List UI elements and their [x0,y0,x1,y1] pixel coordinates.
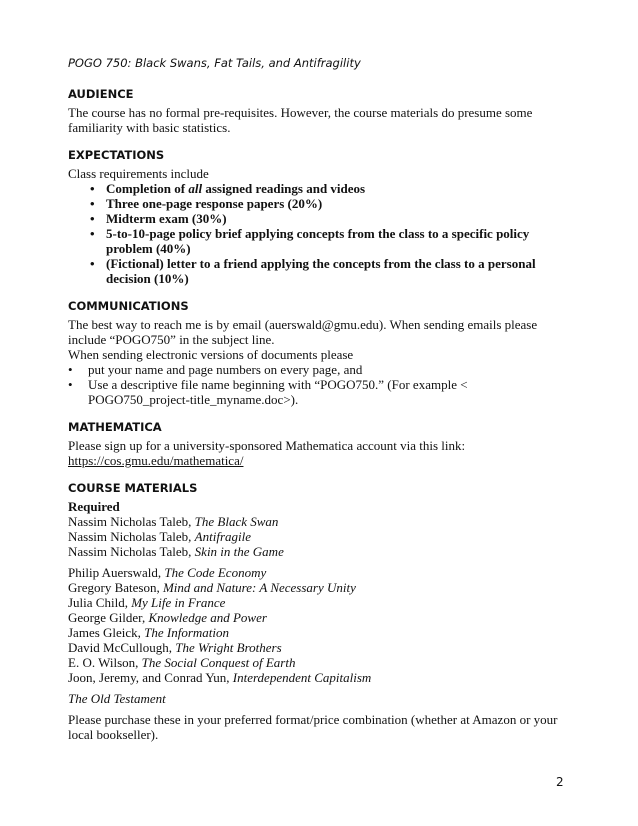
book-title: The Wright Brothers [175,640,282,655]
communications-section [68,299,566,407]
requirements-list [90,181,566,286]
book-entry [68,529,566,544]
book-author: E. O. Wilson, [68,655,142,670]
page-number: 2 [556,775,564,789]
book-entry [68,544,566,559]
document-guidelines-list [68,362,566,407]
requirement-text: assigned readings and videos [202,181,366,196]
other-books [68,565,566,685]
book-title: Knowledge and Power [148,610,267,625]
expectations-intro: Class requirements include [68,166,209,181]
book-title: The Information [144,625,230,640]
mathematica-section [68,420,566,468]
audience-heading: AUDIENCE [68,87,134,101]
book-title: The Black Swan [194,514,279,529]
book-author: Julia Child, [68,595,132,610]
book-entry [68,670,566,685]
communications-heading: COMMUNICATIONS [68,299,189,313]
required-label: Required [68,499,120,514]
course-header: POGO 750: Black Swans, Fat Tails, and Antifragility [68,56,361,70]
book-author: Nassim Nicholas Taleb, [68,514,195,529]
requirement-item: • Three one-page response papers (20%) [90,196,566,211]
book-title: The Social Conquest of Earth [141,655,296,670]
mathematica-heading: MATHEMATICA [68,420,162,434]
book-author: Gregory Bateson, [68,580,163,595]
book-entry [68,514,566,529]
guideline-item: • Use a descriptive file name beginning with “POGO750.” (For example < POGO750_project-title_myname.doc>). [68,377,566,407]
audience-section [68,87,566,135]
book-title: Antifragile [194,529,252,544]
required-books [68,514,566,559]
requirement-item: • Midterm exam (30%) [90,211,566,226]
requirement-text: Completion of [106,181,189,196]
book-entry [68,580,566,595]
book-entry [68,655,566,670]
book-title: Skin in the Game [194,544,284,559]
requirement-item [90,181,566,196]
book-title: Mind and Nature: A Necessary Unity [162,580,356,595]
book-author: Nassim Nicholas Taleb, [68,529,195,544]
book-entry [68,565,566,580]
requirement-item: • (Fictional) letter to a friend applying the concepts from the class to a personal decision (10%) [90,256,566,286]
mathematica-link[interactable]: https://cos.gmu.edu/mathematica/ [68,453,244,468]
book-author: Nassim Nicholas Taleb, [68,544,195,559]
book-author: James Gleick, [68,625,145,640]
book-title: Interdependent Capitalism [232,670,372,685]
requirement-item: • 5-to-10-page policy brief applying concepts from the class to a specific policy problem (40%) [90,226,566,256]
requirement-emphasis: all [188,181,203,196]
audience-text: The course has no formal pre-requisites. However, the course materials do presume some familiarity with basic statistics. [68,105,533,135]
book-entry [68,640,566,655]
guideline-item: • put your name and page numbers on every page, and [68,362,566,377]
old-testament-entry: The Old Testament [68,691,166,706]
communications-text: The best way to reach me is by email (auerswald@gmu.edu). When sending emails please include “POGO750” in the subject line. [68,317,538,347]
book-entry [68,625,566,640]
book-author: Philip Auerswald, [68,565,165,580]
book-title: The Code Economy [164,565,267,580]
materials-heading: COURSE MATERIALS [68,481,198,495]
book-entry [68,610,566,625]
book-author: George Gilder, [68,610,149,625]
mathematica-text: Please sign up for a university-sponsored Mathematica account via this link: [68,438,466,453]
purchase-note: Please purchase these in your preferred format/price combination (whether at Amazon or your local bookseller). [68,712,558,742]
book-author: David McCullough, [68,640,176,655]
communications-text: When sending electronic versions of documents please [68,347,354,362]
materials-section [68,481,566,742]
book-entry [68,595,566,610]
expectations-heading: EXPECTATIONS [68,148,165,162]
book-author: Joon, Jeremy, and Conrad Yun, [68,670,233,685]
book-title: My Life in France [131,595,226,610]
expectations-section [68,148,566,286]
